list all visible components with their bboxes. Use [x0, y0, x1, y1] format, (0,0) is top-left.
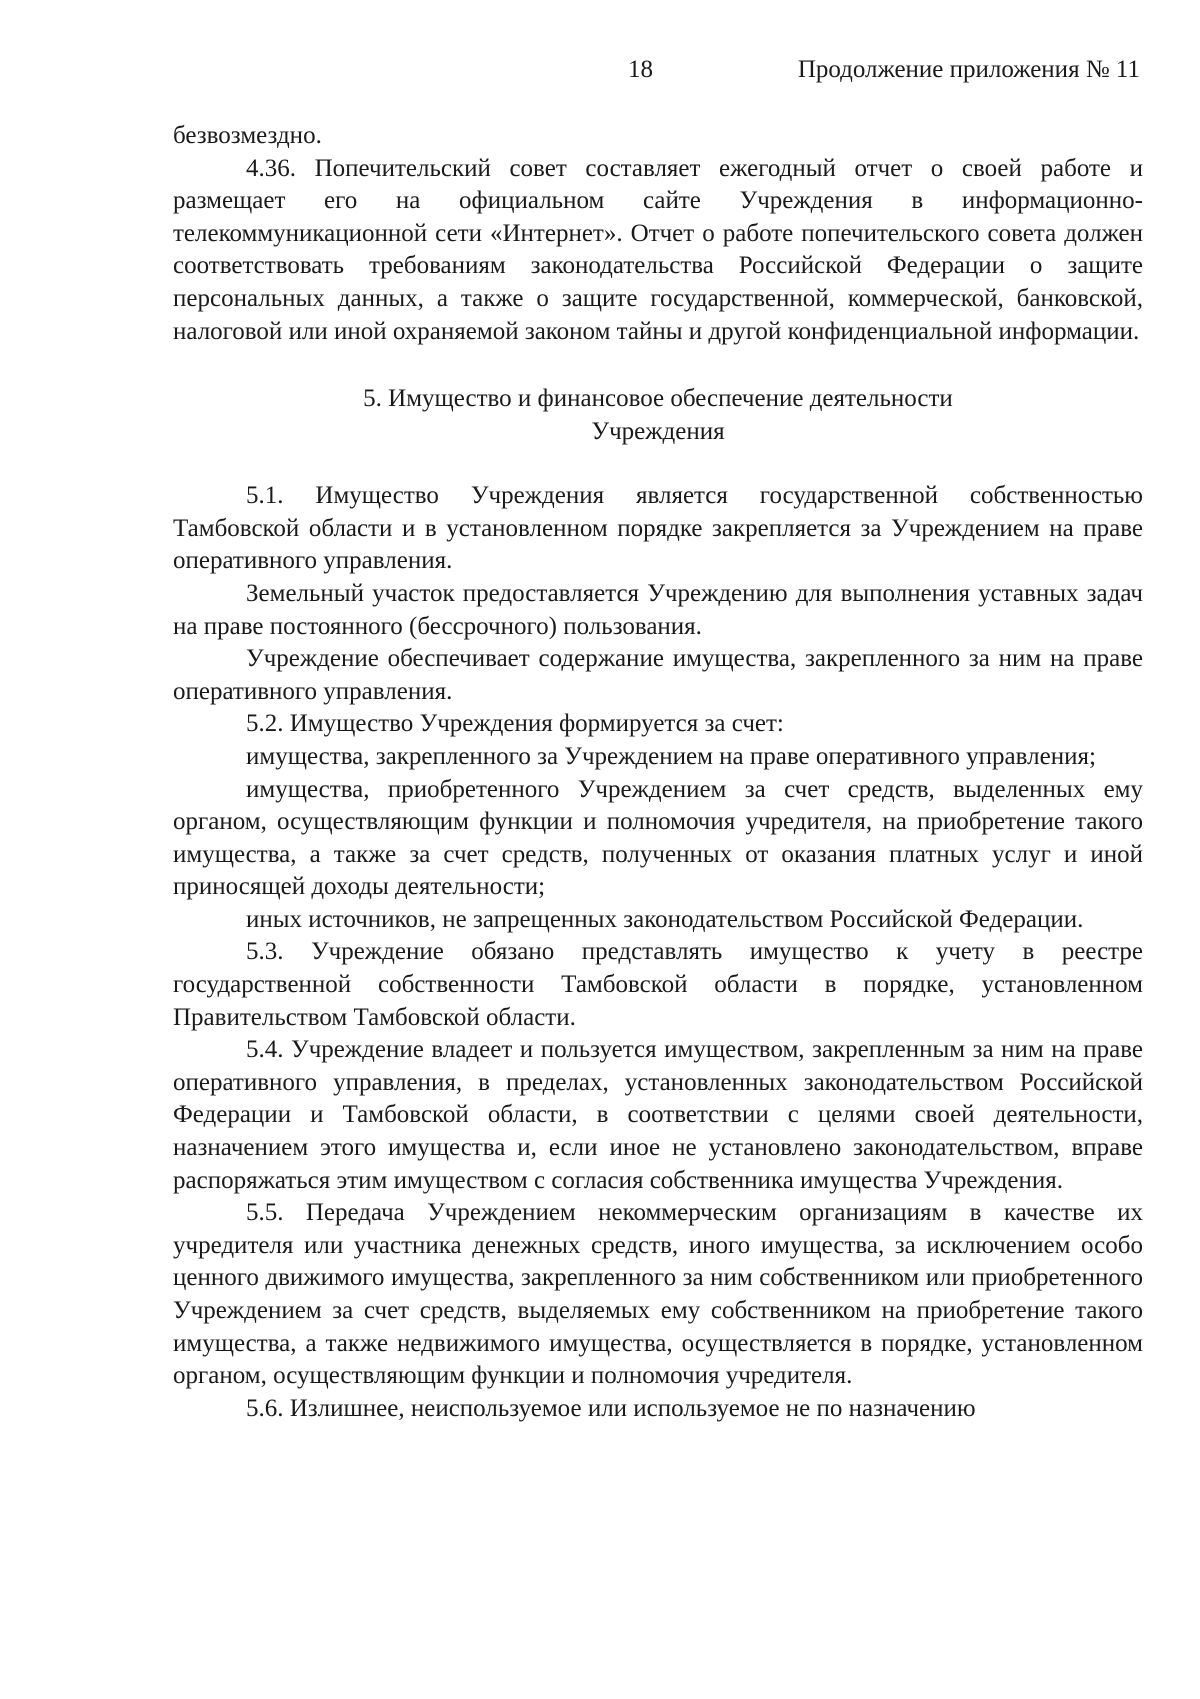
section-heading-line-1: 5. Имущество и финансовое обеспечение деятельности — [363, 385, 953, 413]
list-item-other-sources: иных источников, не запрещенных законодательством Российской Федерации. — [246, 905, 1084, 933]
paragraph-5-6: 5.6. Излишнее, неиспользуемое или используемое не по назначению — [246, 1394, 976, 1422]
paragraph-continuation: безвозмездно. — [173, 122, 322, 149]
paragraph-5-5: 5.5. Передача Учреждением некоммерческим организациям в качестве их учредителя или участника денежных средств, иного имущества, за исключением особо ценного движимого имущества, закрепленного за ним собственником или приобретенного Учреждением за счет средств, выделяемых ему собственником на приобретение такого имущества, а также недвижимого имущества, осуществляется в порядке, установленном органом, осуществляющим функции и полномочия учредителя. — [173, 1199, 1143, 1390]
paragraph-5-2: 5.2. Имущество Учреждения формируется за счет: — [246, 710, 784, 738]
page-number: 18 — [628, 56, 653, 83]
list-item-assigned-property: имущества, закрепленного за Учреждением на праве оперативного управления; — [246, 742, 1096, 770]
document-body — [173, 120, 1143, 1425]
page-header — [0, 56, 1200, 96]
paragraph-maintenance: Учреждение обеспечивает содержание имущества, закрепленного за ним на праве оперативного управления. — [173, 645, 1143, 705]
section-heading — [173, 382, 1143, 448]
section-heading-line-2: Учреждения — [591, 418, 725, 446]
paragraph-5-4: 5.4. Учреждение владеет и пользуется имуществом, закрепленным за ним на праве оперативного управления, в пределах, установленных законодательством Российской Федерации и Тамбовской области, в соответствии с целями своей деятельности, назначением этого имущества и, если иное не установлено законодательством, вправе распоряжаться этим имуществом с согласия собственника имущества Учреждения. — [173, 1036, 1143, 1194]
paragraph-4-36: 4.36. Попечительский совет составляет ежегодный отчет о своей работе и размещает его на официальном сайте Учреждения в информационно-телекоммуникационной сети «Интернет». Отчет о работе попечительского совета должен соответствовать требованиям законодательства Российской Федерации о защите персональных данных, а также о защите государственной, коммерческой, банковской, налоговой или иной охраняемой законом тайны и другой конфиденциальной информации. — [173, 154, 1143, 345]
paragraph-5-1: 5.1. Имущество Учреждения является государственной собственностью Тамбовской области и в установленном порядке закрепляется за Учреждением на праве оперативного управления. — [173, 482, 1143, 575]
running-title: Продолжение приложения № 11 — [797, 56, 1140, 83]
paragraph-5-3: 5.3. Учреждение обязано представлять имущество к учету в реестре государственной собственности Тамбовской области в порядке, установленном Правительством Тамбовской области. — [173, 938, 1143, 1031]
list-item-acquired-property: имущества, приобретенного Учреждением за счет средств, выделенных ему органом, осуществляющим функции и полномочия учредителя, на приобретение такого имущества, а также за счет средств, полученных от оказания платных услуг и иной приносящей доходы деятельности; — [173, 775, 1143, 901]
paragraph-land-plot: Земельный участок предоставляется Учреждению для выполнения уставных задач на праве постоянного (бессрочного) пользования. — [173, 579, 1143, 640]
